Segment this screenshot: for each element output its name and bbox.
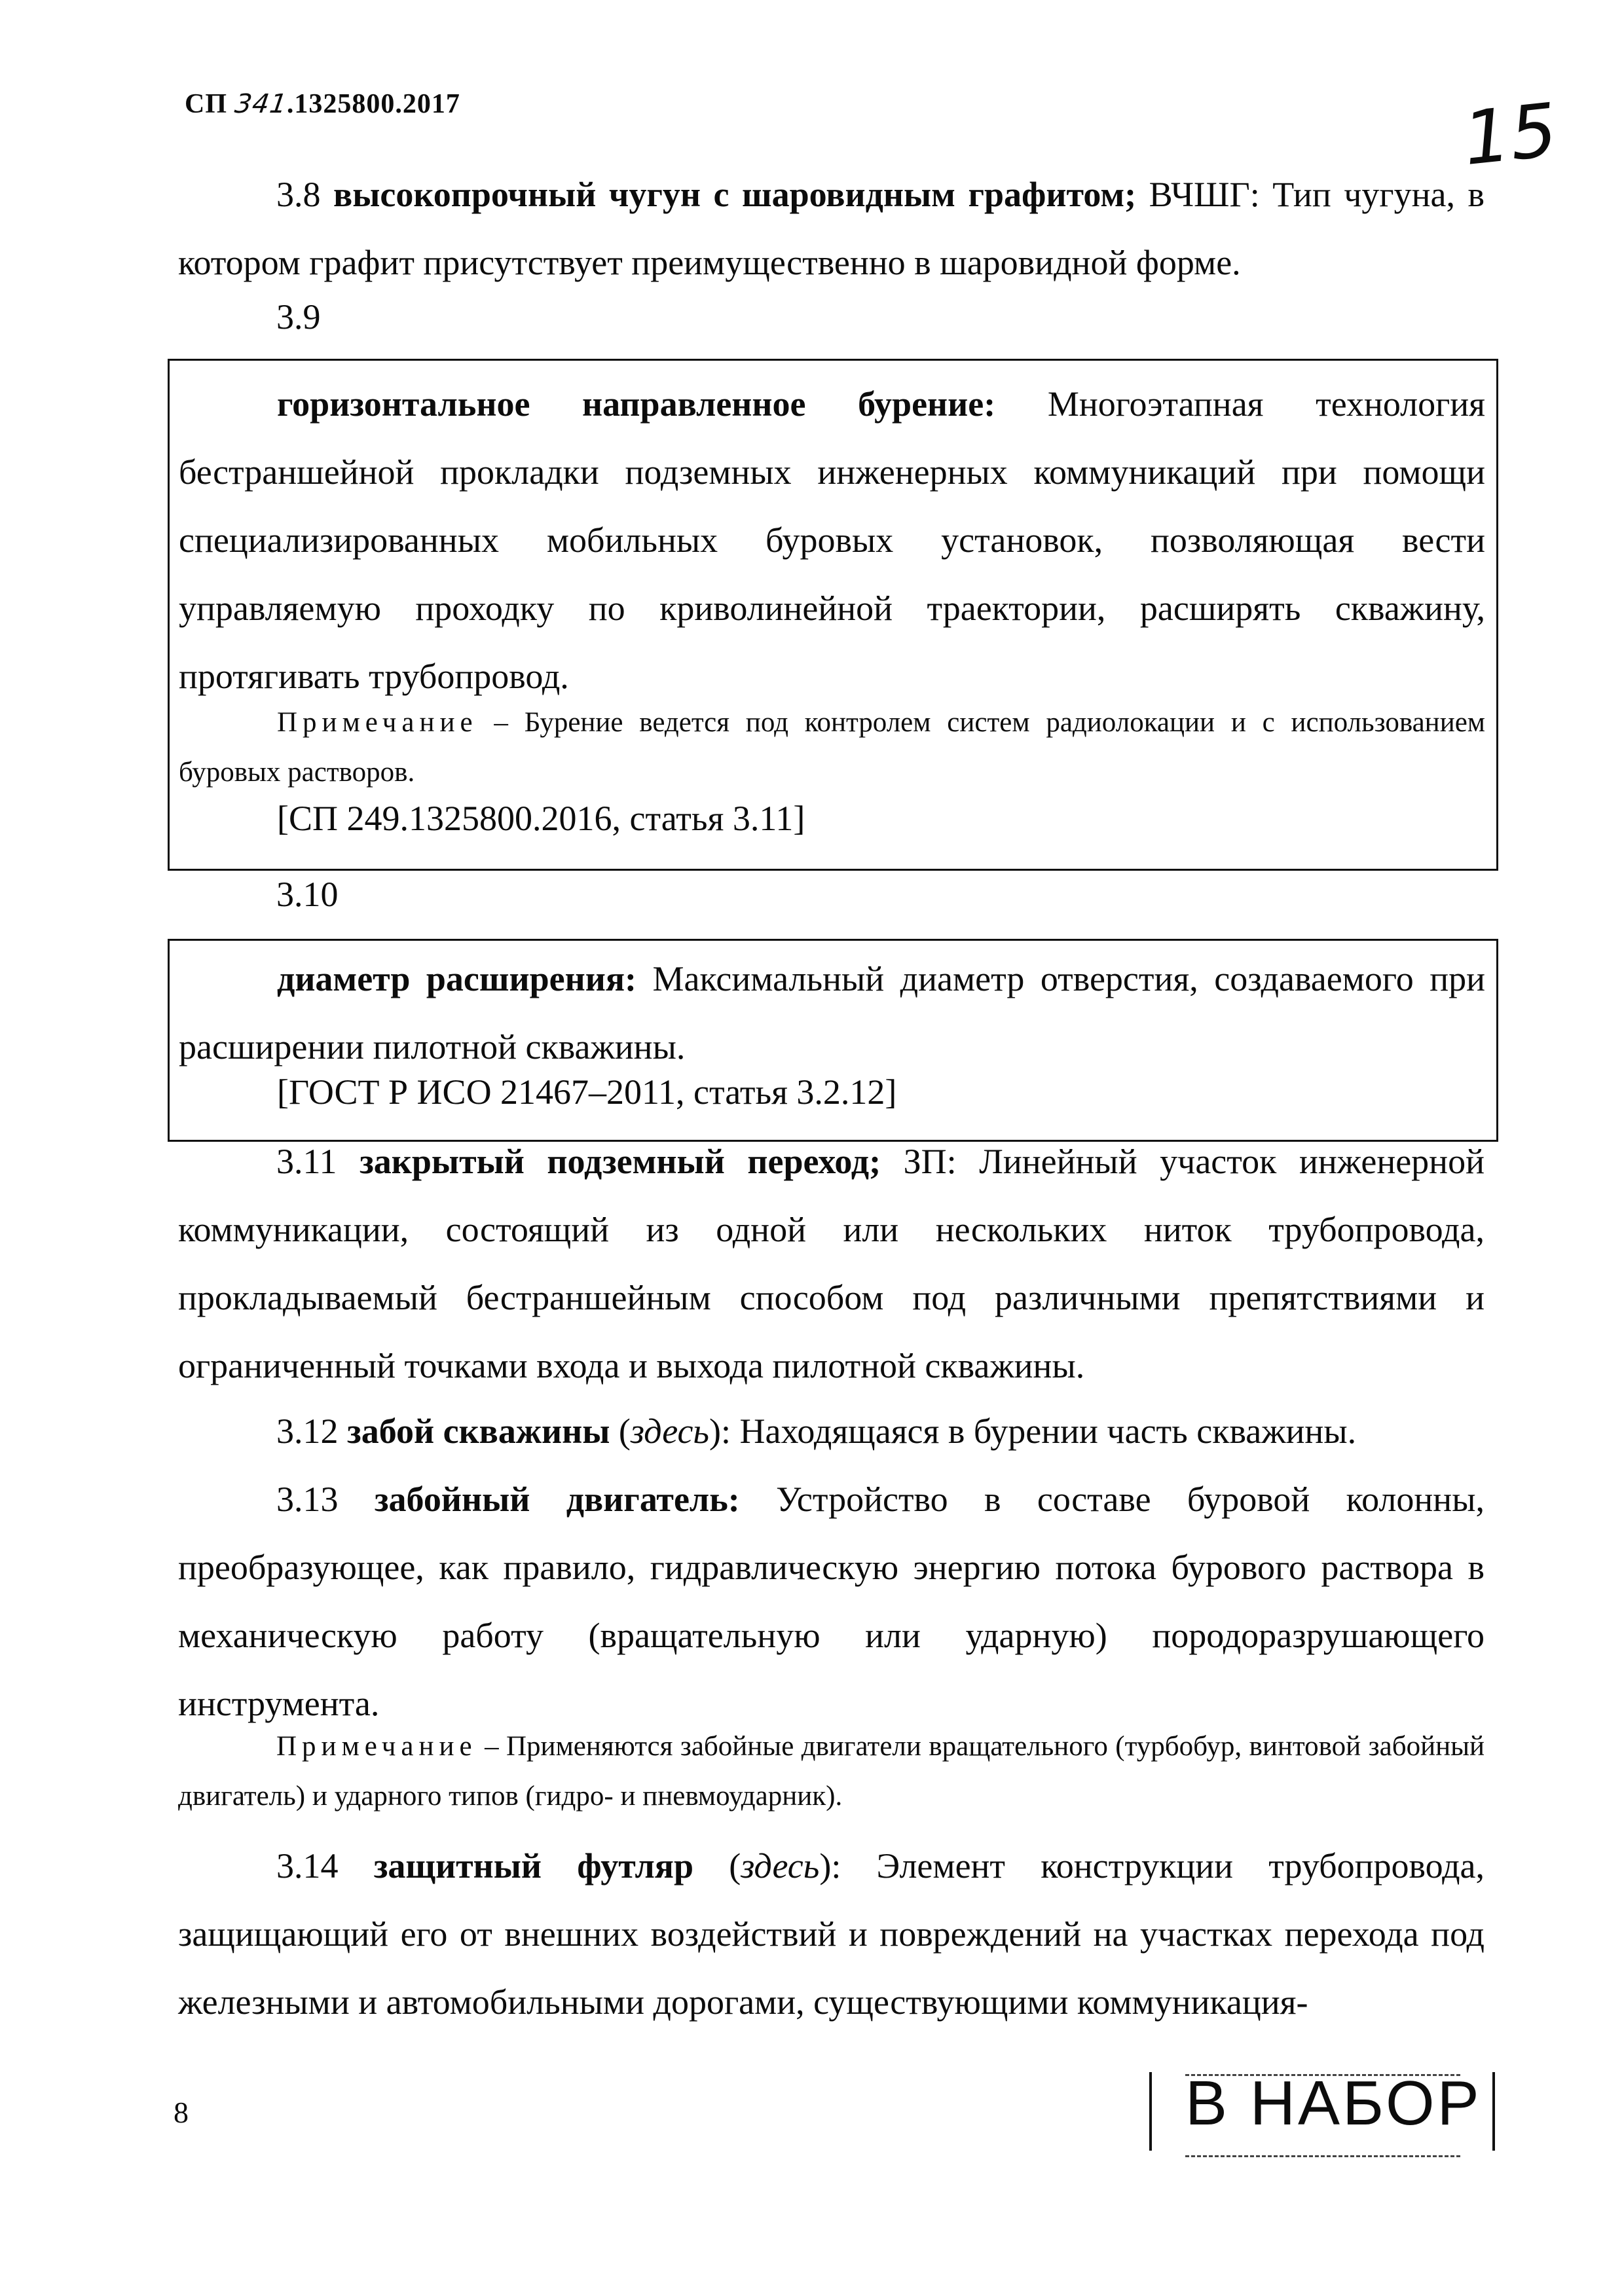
term-title: забой скважины: [347, 1412, 610, 1451]
term-3-13: [178, 1465, 1485, 1738]
term-definition: ): Элемент конструкции трубопровода, защищающий его от внешних воздействий и повреждений на участках перехода под железными и автомобильными дорогами, существующими коммуникация-: [178, 1846, 1485, 2022]
term-number-3-9: 3.9: [276, 297, 321, 337]
note-3-9: [179, 698, 1485, 797]
term-definition: ): Находящаяся в бурении часть скважины.: [709, 1412, 1357, 1451]
term-qualifier: здесь: [630, 1412, 710, 1451]
term-3-14: [178, 1832, 1485, 2036]
reference-3-9: [СП 249.1325800.2016, статья 3.11]: [277, 799, 805, 838]
note-3-13: [178, 1722, 1485, 1821]
term-qualifier-open: (: [610, 1412, 631, 1451]
term-qualifier: здесь: [741, 1846, 820, 1886]
reference-3-10: [ГОСТ Р ИСО 21467–2011, статья 3.2.12]: [277, 1072, 897, 1112]
term-number-3-10: 3.10: [276, 875, 339, 914]
handwritten-page-number: 15: [1459, 87, 1561, 183]
handwritten-code-number: 341: [232, 89, 289, 119]
term-3-9: [179, 370, 1485, 710]
term-definition: ЗП: Линейный участок инженерной коммуникации, состоящий из одной или нескольких ниток трубопровода, прокладываемый бестраншейным способом под различными препятствиями и ограниченный точками входа и выхода пилотной скважины.: [178, 1142, 1485, 1385]
document-code: [185, 88, 460, 120]
term-title: высокопрочный чугун с шаровидным графитом;: [333, 175, 1137, 214]
term-title: горизонтальное направленное бурение:: [277, 384, 996, 424]
stamp-dash-bottom: [1185, 2155, 1460, 2157]
term-title: защитный футляр: [373, 1846, 693, 1886]
term-3-8: [178, 160, 1485, 297]
term-3-10: [179, 945, 1485, 1081]
term-definition: Устройство в составе буровой колонны, преобразующее, как правило, гидравлическую энергию потока бурового раствора в механическую работу (вращательную или ударную) породоразрушающего инструмента.: [178, 1480, 1485, 1723]
term-number: 3.14: [276, 1846, 374, 1886]
code-suffix: .1325800.2017: [286, 89, 460, 119]
term-number: 3.11: [276, 1142, 360, 1181]
term-number: 3.12: [276, 1412, 347, 1451]
term-title: диаметр расширения:: [277, 959, 637, 998]
term-3-12: [178, 1397, 1485, 1465]
term-number: 3.13: [276, 1480, 375, 1519]
term-number: 3.8: [276, 175, 334, 214]
page-number: 8: [174, 2096, 189, 2129]
term-title: закрытый подземный переход;: [360, 1142, 881, 1181]
note-label: Примечание: [276, 1731, 477, 1762]
note-label: Примечание: [277, 707, 478, 738]
term-box-3-10: [168, 939, 1498, 1142]
term-qualifier-open: (: [693, 1846, 741, 1886]
note-text: – Применяются забойные двигатели вращательного (турбобур, винтовой забойный двигатель) и ударного типов (гидро- и пневмоударник).: [178, 1731, 1485, 1812]
term-box-3-9: [168, 359, 1498, 871]
note-text: – Бурение ведется под контролем систем радиолокации и с использованием буровых растворов.: [179, 707, 1485, 788]
stamp-text: В НАБОР: [1185, 2068, 1482, 2138]
term-3-11: [178, 1127, 1485, 1400]
term-definition: Максимальный диаметр отверстия, создаваемого при расширении пилотной скважины.: [179, 959, 1485, 1066]
term-title: забойный двигатель:: [374, 1480, 740, 1519]
code-prefix: СП: [185, 89, 227, 119]
term-definition: Многоэтапная технология бестраншейной прокладки подземных инженерных коммуникаций при помощи специализированных мобильных буровых установок, позволяющая вести управляемую проходку по криволинейной траектории, расширять скважину, протягивать трубопровод.: [179, 384, 1485, 696]
term-definition: ВЧШГ: Тип чугуна, в котором графит присутствует преимущественно в шаровидной форме.: [178, 175, 1485, 282]
